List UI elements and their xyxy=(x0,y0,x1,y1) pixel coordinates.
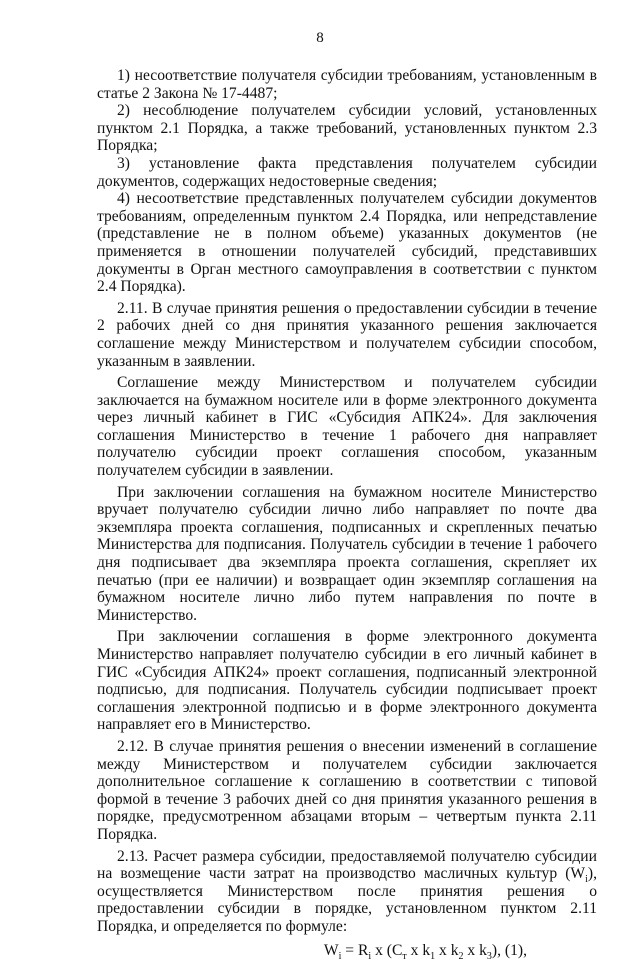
formula-w: W xyxy=(323,941,339,959)
formula-k2: x k xyxy=(435,941,459,959)
paragraph-2-13-text-b: ), осуществляется Министерством после принятия решения о предоставлении субсидии в порядке, установленном пунктом 2.11 Порядка, и определяется по формуле: xyxy=(97,865,597,935)
formula-w-sub: i xyxy=(338,950,342,962)
paragraph-paper-agreement: При заключении соглашения на бумажном носителе Министерство вручает получателю субсидии лично либо направляет по почте два экземпляра проекта соглашения, подписанных и скрепленных печатью Министерства для подписания. Получатель субсидии в течение 1 рабочего дня подписывает два экземпляра проекта соглашения, скрепляет их печатью (при ее наличии) и возвращает один экземпляр соглашения на бумажном носителе лично либо путем направления по почте в Министерство. xyxy=(97,483,597,624)
paragraph-2-13-text-a: 2.13. Расчет размера субсидии, предоставляемой получателю субсидии на возмещение части затрат на производство масличных культур (W xyxy=(97,847,597,883)
formula-c: x (C xyxy=(371,941,403,959)
formula-k2-sub: 2 xyxy=(458,950,464,962)
formula-r: = R xyxy=(341,941,369,959)
paragraph-2-11: 2.11. В случае принятия решения о предоставлении субсидии в течение 2 рабочих дней со дня принятия указанного решения заключается соглашение между Министерством и получателем субсидии способом, указанным в заявлении. xyxy=(97,299,597,370)
paragraph-item-4: 4) несоответствие представленных получателем субсидии документов требованиям, определенным пунктом 2.4 Порядка, или непредставление (представление не в полном объеме) указанных документов (не применяется в отношении получателей субсидий, представивших документы в Орган местного самоуправления в соответствии с пунктом 2.4 Порядка). xyxy=(97,190,597,296)
paragraph-electronic-agreement: При заключении соглашения в форме электронного документа Министерство направляет получателю субсидии в его личный кабинет в ГИС «Субсидия АПК24» проект соглашения, подписанный электронной подписью, для подписания. Получатель субсидии подписывает проект соглашения электронной подписью и в форме электронного документа направляет его в Министерство. xyxy=(97,628,597,734)
paragraph-2-13 xyxy=(97,848,597,936)
paragraph-2-13-subscript: i xyxy=(585,874,588,886)
paragraph-item-2: 2) несоблюдение получателем субсидии условий, установленных пунктом 2.1 Порядка, а также требований, установленных пунктом 2.3 Порядка; xyxy=(97,102,597,155)
formula-r-sub: i xyxy=(368,950,372,962)
page-number: 8 xyxy=(316,30,324,46)
paragraph-item-3: 3) установление факта представления получателем субсидии документов, содержащих недостоверные сведения; xyxy=(97,154,597,190)
formula-c-sub: т xyxy=(402,950,407,962)
document-body xyxy=(97,67,597,962)
formula-k1-sub: 1 xyxy=(430,950,436,962)
formula-1 xyxy=(97,942,597,960)
paragraph-item-1: 1) несоответствие получателя субсидии требованиям, установленным в статье 2 Закона № 17-4487; xyxy=(97,67,597,102)
paragraph-2-12: 2.12. В случае принятия решения о внесении изменений в соглашение между Министерством и получателем субсидии заключается дополнительное соглашение к соглашению в соответствии с типовой формой в течение 3 рабочих дней со дня принятия указанного решения в порядке, предусмотренном абзацами вторым – четвертым пункта 2.11 Порядка. xyxy=(97,737,597,843)
formula-k3-sub: 3 xyxy=(486,950,492,962)
formula-k1: x k xyxy=(406,941,431,959)
paragraph-agreement: Соглашение между Министерством и получателем субсидии заключается на бумажном носителе или в форме электронного документа через личный кабинет в ГИС «Субсидия АПК24». Для заключения соглашения Министерство в течение 1 рабочего дня направляет получателю субсидии проект соглашения способом, указанным получателем субсидии в заявлении. xyxy=(97,374,597,480)
formula-tail: ), (1), xyxy=(491,941,527,959)
formula-k3: x k xyxy=(463,941,487,959)
